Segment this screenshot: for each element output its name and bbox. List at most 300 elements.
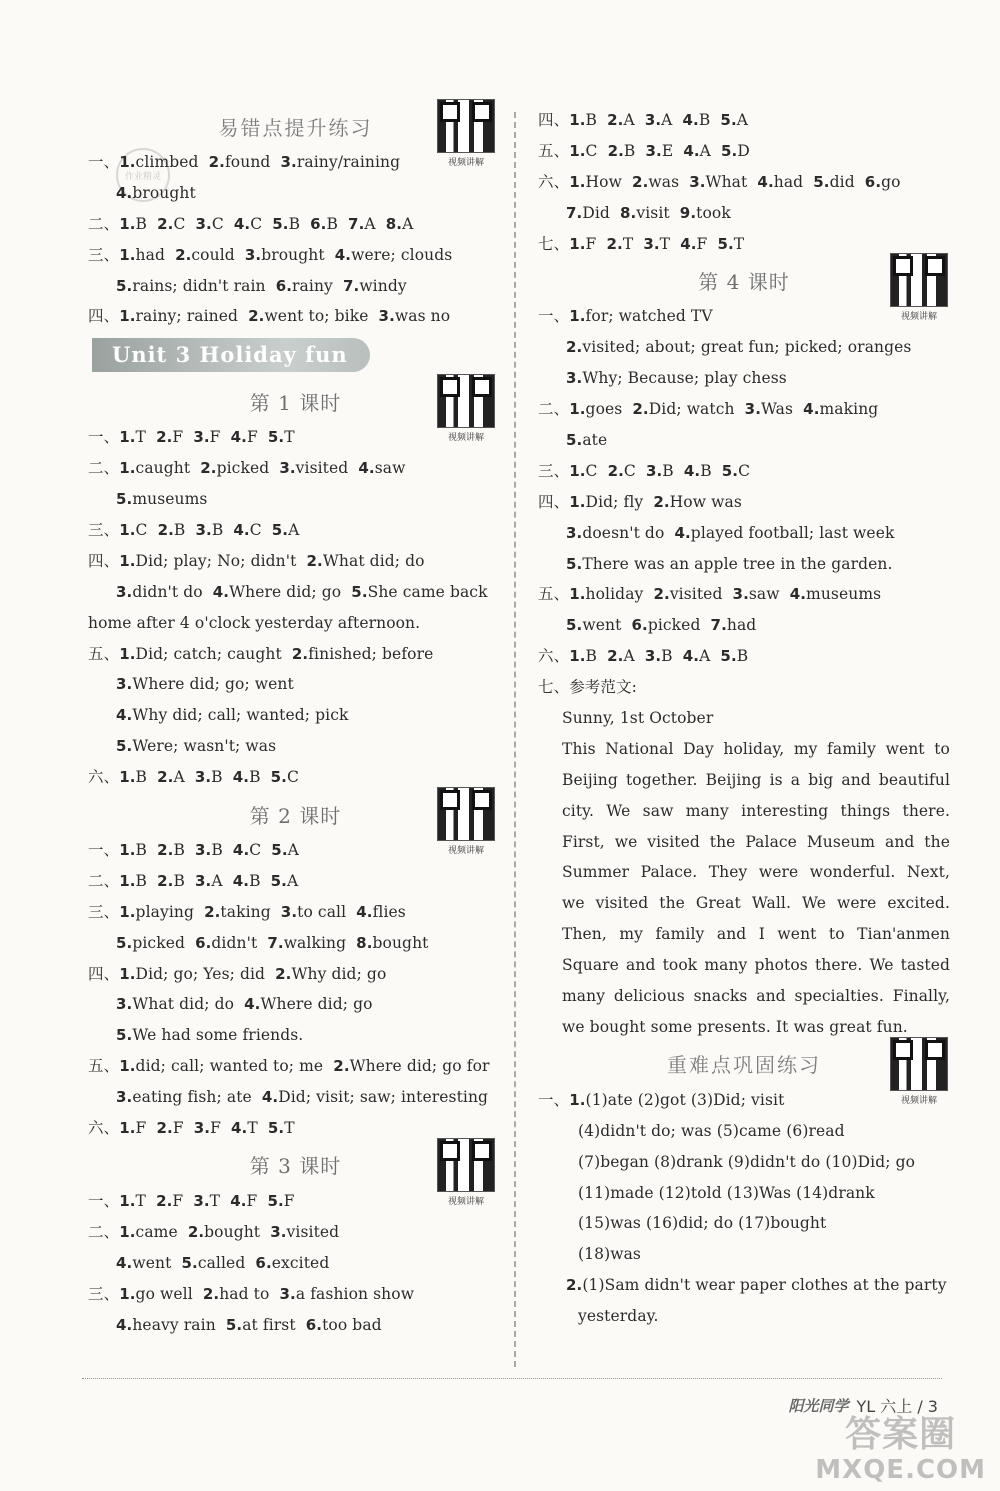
item-answer: B xyxy=(135,768,148,787)
answer-line xyxy=(538,1239,950,1270)
item-answer: ate xyxy=(582,431,608,450)
item-answer: Where did; go; went xyxy=(132,675,294,694)
answer-line xyxy=(538,888,950,919)
qr-code-block xyxy=(437,99,495,168)
item-number: 6. xyxy=(275,276,293,295)
section-marker: 三、 xyxy=(88,902,120,921)
qr-caption: 视频讲解 xyxy=(900,1095,937,1106)
item-answer: saw xyxy=(374,459,406,478)
answer-line xyxy=(538,332,950,363)
item-number: 2. xyxy=(157,768,174,787)
item-number: 3. xyxy=(195,521,212,540)
answer-line xyxy=(88,959,503,990)
item-answer: Did; play; No; didn't xyxy=(135,551,297,570)
qr-caption: 视频讲解 xyxy=(447,158,484,168)
item-number: 3. xyxy=(193,428,210,447)
item-number: 1. xyxy=(119,964,136,983)
item-answer: B xyxy=(662,461,674,480)
item-answer: F xyxy=(585,234,597,253)
answer-line xyxy=(538,1208,950,1239)
item-number: 4. xyxy=(334,245,352,264)
qr-code-icon xyxy=(437,787,495,841)
item-answer: How xyxy=(585,172,622,191)
item-number: 5. xyxy=(267,1191,284,1210)
item-number: 3. xyxy=(644,111,662,129)
line-text: (4)didn't do; was (5)came (6)read xyxy=(578,1121,845,1140)
answer-line xyxy=(88,1020,503,1051)
answer-line xyxy=(88,1248,503,1279)
section-marker: 二、 xyxy=(88,214,120,233)
item-number: 3. xyxy=(116,582,133,601)
section-marker: 五、 xyxy=(88,1057,120,1076)
item-number: 1. xyxy=(119,551,136,570)
item-number: 2. xyxy=(653,492,670,511)
item-number: 1. xyxy=(119,841,136,860)
item-number: 2. xyxy=(632,400,649,419)
item-number: 1. xyxy=(119,245,136,264)
item-number: 1. xyxy=(119,153,136,171)
line-text: we visited the Great Wall. We were excited. xyxy=(562,894,950,913)
section-marker: 一、 xyxy=(88,841,120,860)
item-answer: B xyxy=(661,647,673,666)
item-number: 5. xyxy=(181,1253,198,1272)
line-text: 参考范文: xyxy=(569,678,637,697)
item-number: 1. xyxy=(569,585,586,604)
item-answer: A xyxy=(364,214,376,233)
item-number: 1. xyxy=(569,111,586,129)
answer-line xyxy=(88,608,503,639)
item-number: 3. xyxy=(279,1284,296,1303)
answer-line xyxy=(538,425,950,456)
item-number: 1. xyxy=(569,400,586,419)
answer-line xyxy=(538,363,950,394)
item-answer: rainy; rained xyxy=(135,307,239,326)
item-number: 2. xyxy=(607,461,624,480)
answer-line xyxy=(88,1279,503,1310)
answer-line xyxy=(88,1051,503,1082)
answer-line xyxy=(88,639,503,670)
item-answer: Did; watch xyxy=(648,400,735,419)
item-answer: could xyxy=(191,245,235,264)
item-number: 5. xyxy=(271,521,289,540)
item-number: 1. xyxy=(119,1222,136,1241)
item-answer: B xyxy=(288,214,301,233)
item-answer: didn't do xyxy=(132,582,203,601)
item-answer: had xyxy=(773,172,804,191)
item-answer: C xyxy=(249,841,262,860)
item-number: 6. xyxy=(310,214,327,233)
section-marker: 六、 xyxy=(538,647,570,666)
item-number: 5. xyxy=(267,1119,285,1138)
line-text: Summer Palace. They were wonderful. Next, xyxy=(562,863,950,882)
answer-line xyxy=(538,1012,950,1043)
qr-code-icon xyxy=(437,1138,495,1192)
item-number: 3. xyxy=(270,1222,287,1241)
item-answer: did xyxy=(829,172,855,191)
item-number: 1. xyxy=(119,902,136,921)
item-answer: played football; last week xyxy=(690,523,895,542)
item-answer: (1)Sam didn't wear paper clothes at the party xyxy=(582,1276,947,1295)
item-number: 1. xyxy=(119,307,136,326)
item-number: 3. xyxy=(116,675,133,694)
item-answer: finished; before xyxy=(308,644,434,663)
item-answer: A xyxy=(623,647,635,666)
section-marker: 三、 xyxy=(538,461,570,480)
item-number: 8. xyxy=(385,214,403,233)
item-number: 1. xyxy=(119,1191,136,1210)
item-number: 8. xyxy=(620,203,637,222)
section-title-text: 第 1 课时 xyxy=(249,390,342,415)
item-answer: Why did; go xyxy=(291,964,387,983)
qr-code-block xyxy=(437,374,495,443)
item-number: 4. xyxy=(231,1119,248,1138)
item-answer: B xyxy=(249,871,261,890)
item-number: 5. xyxy=(720,111,737,129)
unit-banner: Unit 3 Holiday fun xyxy=(92,338,370,372)
item-number: 2. xyxy=(607,647,624,666)
answer-line xyxy=(538,136,950,167)
line-text: Sunny, 1st October xyxy=(562,709,714,728)
answer-line xyxy=(538,1270,950,1301)
section-title-text: 第 2 课时 xyxy=(249,803,342,828)
section-marker: 一、 xyxy=(538,307,570,326)
item-answer: F xyxy=(246,1191,258,1210)
item-answer: T xyxy=(284,428,295,447)
item-number: 1. xyxy=(119,871,136,890)
answer-line xyxy=(538,301,950,332)
item-number: 3. xyxy=(193,1191,210,1210)
section-marker: 五、 xyxy=(88,644,120,663)
item-number: 4. xyxy=(233,214,251,233)
item-answer: a fashion show xyxy=(295,1284,415,1303)
item-answer: Did; go; Yes; did xyxy=(135,964,266,983)
item-answer: excited xyxy=(271,1253,330,1272)
item-number: 2. xyxy=(157,521,174,540)
site-watermark xyxy=(815,1415,986,1485)
item-answer: had to xyxy=(219,1284,270,1303)
answer-line xyxy=(538,734,950,765)
item-number: 4. xyxy=(789,585,807,604)
section-marker: 二、 xyxy=(538,400,570,419)
answer-line xyxy=(88,301,503,332)
item-answer: C xyxy=(173,214,186,233)
lesson-title xyxy=(88,1144,503,1207)
right-column xyxy=(538,105,950,1332)
item-answer: T xyxy=(247,1119,258,1138)
item-number: 3. xyxy=(566,369,583,388)
item-number: 1. xyxy=(569,461,586,480)
line-text: city. We saw many interesting things there. xyxy=(562,801,950,820)
item-number: 3. xyxy=(643,234,660,253)
item-number: 5. xyxy=(270,768,287,787)
section-marker: 六、 xyxy=(88,768,120,787)
item-answer: Where did; go xyxy=(260,995,373,1014)
section-marker: 五、 xyxy=(538,141,570,160)
item-number: 4. xyxy=(682,111,699,129)
answer-line xyxy=(538,229,950,260)
item-answer: F xyxy=(246,428,258,447)
item-answer: Did; fly xyxy=(585,492,644,511)
answer-line xyxy=(538,456,950,487)
item-answer: T xyxy=(733,234,745,253)
item-number: 1. xyxy=(569,307,586,326)
item-answer: A xyxy=(288,521,300,540)
item-answer: goes xyxy=(585,400,623,419)
line-text: many delicious snacks and specialties. Finally, xyxy=(562,987,950,1006)
item-number: 7. xyxy=(342,276,360,295)
item-number: 4. xyxy=(356,902,373,921)
item-number: 3. xyxy=(645,141,662,160)
item-number: 6. xyxy=(255,1253,272,1272)
qr-caption: 视频讲解 xyxy=(447,846,484,857)
section-marker: 二、 xyxy=(88,459,120,478)
answer-line xyxy=(538,549,950,580)
item-answer: playing xyxy=(135,902,194,921)
item-answer: F xyxy=(283,1191,295,1210)
qr-code-icon xyxy=(437,374,495,428)
item-answer: C xyxy=(585,141,598,160)
qr-caption: 视频讲解 xyxy=(447,433,484,444)
item-number: 2. xyxy=(156,1119,173,1138)
answer-line xyxy=(538,981,950,1012)
item-answer: picked xyxy=(216,459,270,478)
item-answer: She came back xyxy=(367,582,488,601)
section-marker: 四、 xyxy=(88,307,120,326)
item-number: 5. xyxy=(351,582,368,601)
section-marker: 三、 xyxy=(88,521,120,540)
section-marker: 五、 xyxy=(538,585,570,604)
item-answer: went to; bike xyxy=(264,307,369,326)
item-number: 2. xyxy=(248,307,265,326)
item-number: 2. xyxy=(187,1222,205,1241)
watermark-line1: 答案圈 xyxy=(845,1414,957,1455)
item-answer: picked xyxy=(647,616,701,635)
item-number: 2. xyxy=(156,428,173,447)
item-answer: bought xyxy=(372,933,429,952)
item-answer: How was xyxy=(669,492,742,511)
item-answer: taking xyxy=(220,902,271,921)
qr-code-block xyxy=(890,253,948,322)
page-number: YL 六上 / 3 xyxy=(856,1397,938,1416)
item-answer: Why did; call; wanted; pick xyxy=(132,706,349,725)
item-number: 2. xyxy=(157,841,174,860)
answer-line xyxy=(538,105,950,136)
item-answer: E xyxy=(661,141,674,160)
line-text: Beijing together. Beijing is a big and beautiful xyxy=(562,770,950,789)
section-marker: 三、 xyxy=(88,1284,120,1303)
item-answer: heavy rain xyxy=(132,1315,216,1334)
item-number: 5. xyxy=(271,841,288,860)
answer-line xyxy=(88,700,503,731)
item-answer: A xyxy=(402,214,414,233)
item-number: 1. xyxy=(119,214,136,233)
line-text: (7)began (8)drank (9)didn't do (10)Did; go xyxy=(578,1152,916,1171)
item-answer: A xyxy=(211,871,223,890)
item-answer: What did; do xyxy=(322,551,425,570)
brand-logo: 阳光同学 xyxy=(788,1397,849,1415)
item-number: 4. xyxy=(261,1088,279,1107)
answer-line xyxy=(538,1147,950,1178)
section-marker: 一、 xyxy=(88,428,120,447)
item-answer: doesn't do xyxy=(582,523,665,542)
item-number: 4. xyxy=(674,523,691,542)
item-number: 6. xyxy=(195,933,212,952)
item-answer: Did xyxy=(582,203,610,222)
item-number: 2. xyxy=(566,1276,583,1295)
answer-line xyxy=(88,866,503,897)
item-number: 2. xyxy=(204,902,221,921)
item-number: 4. xyxy=(757,172,774,191)
item-number: 1. xyxy=(119,459,136,478)
section-marker: 三、 xyxy=(88,245,120,264)
item-answer: bought xyxy=(204,1222,261,1241)
item-answer: had xyxy=(135,245,165,264)
line-text: This National Day holiday, my family went to xyxy=(562,739,950,758)
item-number: 2. xyxy=(200,459,217,478)
item-answer: C xyxy=(211,214,224,233)
item-number: 1. xyxy=(569,172,586,191)
answer-line xyxy=(88,209,503,240)
item-answer: too bad xyxy=(322,1315,382,1334)
item-answer: A xyxy=(661,111,673,129)
qr-code-icon xyxy=(890,253,948,307)
item-number: 2. xyxy=(653,585,670,604)
footer-rule xyxy=(82,1378,942,1379)
section-marker: 七、 xyxy=(538,234,570,253)
line-text: yesterday. xyxy=(578,1307,659,1326)
item-answer: visit xyxy=(636,203,670,222)
item-number: 8. xyxy=(356,933,373,952)
item-answer: saw xyxy=(748,585,780,604)
item-number: 4. xyxy=(683,141,700,160)
item-number: 5. xyxy=(721,461,739,480)
item-answer: Why; Because; play chess xyxy=(582,369,787,388)
item-answer: Where did; go for xyxy=(349,1057,490,1076)
item-number: 4. xyxy=(116,1253,133,1272)
section-marker: 一、 xyxy=(88,153,120,171)
item-number: 5. xyxy=(813,172,830,191)
item-answer: B xyxy=(326,214,338,233)
item-answer: B xyxy=(211,841,223,860)
item-number: 5. xyxy=(270,871,287,890)
section-marker: 二、 xyxy=(88,1222,120,1241)
section-marker: 一、 xyxy=(538,1090,570,1109)
answer-line xyxy=(538,487,950,518)
item-answer: D xyxy=(737,141,750,160)
answer-line xyxy=(538,1178,950,1209)
item-number: 1. xyxy=(119,768,136,787)
item-answer: making xyxy=(819,400,879,419)
item-answer: Did; catch; caught xyxy=(135,644,282,663)
qr-code-block xyxy=(890,1037,948,1106)
qr-code-block xyxy=(437,787,495,856)
section-title-text: 第 4 课时 xyxy=(698,269,790,294)
section-title-text: 易错点提升练习 xyxy=(218,115,373,140)
item-answer: T xyxy=(622,234,634,253)
item-number: 5. xyxy=(116,1026,133,1045)
item-answer: visited; about; great fun; picked; oranges xyxy=(582,338,912,357)
item-number: 1. xyxy=(569,234,586,253)
item-number: 2. xyxy=(202,1284,220,1303)
item-answer: T xyxy=(659,234,671,253)
item-answer: for; watched TV xyxy=(585,307,713,326)
section-title-text: 重难点巩固练习 xyxy=(667,1053,821,1078)
line-text: Then, my family and I went to Tian'anmen xyxy=(562,925,950,944)
item-answer: B xyxy=(135,841,148,860)
item-answer: brought xyxy=(261,245,325,264)
item-number: 5. xyxy=(116,933,133,952)
answer-line xyxy=(88,669,503,700)
item-number: 5. xyxy=(267,428,285,447)
item-number: 5. xyxy=(116,276,133,295)
item-answer: T xyxy=(135,1191,146,1210)
item-number: 3. xyxy=(116,1088,133,1107)
item-number: 1. xyxy=(569,1090,586,1109)
item-answer: B xyxy=(585,647,598,666)
item-number: 5. xyxy=(566,554,583,573)
qr-code-icon xyxy=(437,99,495,153)
item-answer: walking xyxy=(283,933,347,952)
answer-line xyxy=(538,167,950,198)
item-answer: visited xyxy=(669,585,723,604)
item-number: 2. xyxy=(566,338,583,357)
item-number: 4. xyxy=(683,461,701,480)
item-number: 3. xyxy=(279,459,296,478)
item-number: 7. xyxy=(566,203,583,222)
section-marker: 四、 xyxy=(88,964,120,983)
item-number: 3. xyxy=(566,523,583,542)
item-number: 2. xyxy=(606,234,623,253)
item-answer: brought xyxy=(132,183,196,202)
item-number: 1. xyxy=(119,1284,136,1303)
line-text: (15)was (16)did; do (17)bought xyxy=(578,1214,827,1233)
item-number: 7. xyxy=(710,616,727,635)
qr-caption: 视频讲解 xyxy=(900,312,937,323)
item-answer: C xyxy=(738,461,751,480)
answer-line xyxy=(88,577,503,608)
answer-line xyxy=(538,1116,950,1147)
item-number: 2. xyxy=(632,172,649,191)
item-number: 4. xyxy=(116,183,133,202)
item-number: 3. xyxy=(195,214,212,233)
qr-code-block xyxy=(437,1138,495,1207)
item-number: 3. xyxy=(744,400,761,419)
item-answer: T xyxy=(284,1119,295,1138)
item-answer: Were; wasn't; was xyxy=(132,737,277,756)
answer-line xyxy=(538,641,950,672)
item-answer: holiday xyxy=(585,585,644,604)
item-number: 1. xyxy=(119,1057,136,1076)
answer-line xyxy=(88,515,503,546)
item-number: 1. xyxy=(119,644,136,663)
answer-line xyxy=(88,989,503,1020)
item-answer: Did; visit; saw; interesting xyxy=(278,1088,489,1107)
answer-line xyxy=(88,897,503,928)
item-number: 6. xyxy=(631,616,648,635)
section-marker: 一、 xyxy=(88,1191,120,1210)
item-answer: didn't xyxy=(211,933,258,952)
item-number: 2. xyxy=(175,245,192,264)
item-number: 4. xyxy=(232,768,250,787)
item-answer: A xyxy=(699,141,711,160)
qr-caption: 视频讲解 xyxy=(447,1196,484,1207)
item-answer: rainy/raining xyxy=(296,153,401,171)
answer-line xyxy=(88,484,503,515)
qr-code-icon xyxy=(890,1037,948,1091)
item-answer: B xyxy=(585,111,598,129)
answer-line xyxy=(88,453,503,484)
answer-line xyxy=(538,579,950,610)
